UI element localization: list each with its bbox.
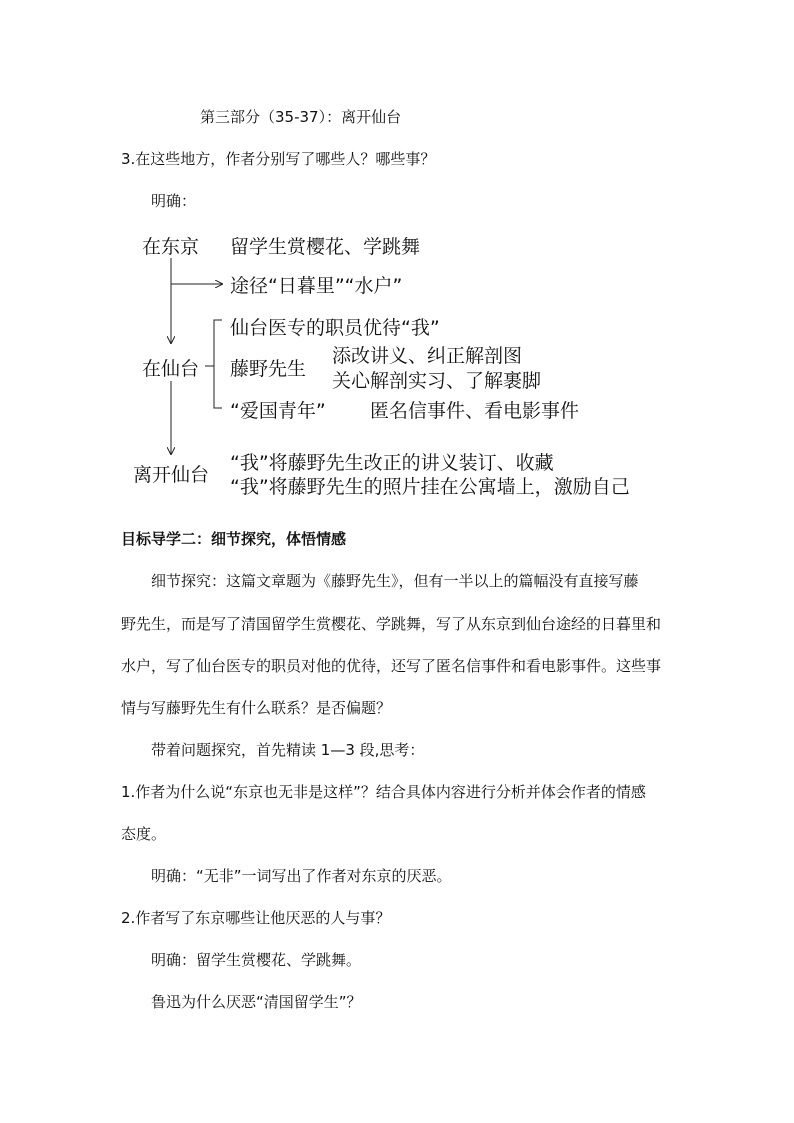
node-leaving: 离开仙台 [133,464,210,486]
question-1-line-1: 1.作者为什么说“东京也无非是这样”？结合具体内容进行分析并体会作者的情感 [121,783,646,801]
route-text: 途径“日暮里”“水户” [230,275,403,297]
section-heading: 第三部分（35-37）：离开仙台 [200,108,402,126]
sendai-staff: 仙台医专的职员优待“我” [230,317,440,339]
leaving-line-2: “我”将藤野先生的照片挂在公寓墙上，激励自己 [230,476,630,498]
sendai-bracket [214,320,222,408]
tokyo-event: 留学生赏樱花、学跳舞 [230,236,421,258]
fujino-line-1: 添改讲义、纠正解剖图 [332,345,523,367]
node-tokyo: 在东京 [142,236,200,258]
paragraph-line-4: 情与写藤野先生有什么联系？是否偏题？ [121,699,392,717]
paragraph-line-1: 细节探究：这篇文章题为《藤野先生》，但有一半以上的篇幅没有直接写藤 [151,572,639,590]
goal-2-heading: 目标导学二：细节探究，体悟情感 [121,530,347,548]
fujino-label: 藤野先生 [230,358,307,380]
paragraph-line-3: 水户，写了仙台医专的职员对他的优待，还写了匿名信事件和看电影事件。这些事 [121,657,662,675]
question-1-line-2: 态度。 [121,825,167,843]
node-sendai: 在仙台 [142,358,200,380]
answer-label: 明确： [151,192,197,210]
patriot-events: 匿名信事件、看电影事件 [370,400,580,422]
question-3: 3.在这些地方，作者分别写了哪些人？哪些事？ [121,150,436,168]
question-2: 2.作者写了东京哪些让他厌恶的人与事？ [121,909,391,927]
read-instruction: 带着问题探究，首先精读 1—3 段,思考： [151,741,425,759]
fujino-line-2: 关心解剖实习、了解裹脚 [332,370,542,392]
leaving-line-1: “我”将藤野先生改正的讲义装订、收藏 [230,452,554,474]
flow-diagram [0,0,794,520]
answer-1: 明确：“无非”一词写出了作者对东京的厌恶。 [151,867,452,885]
patriot-label: “爱国青年” [230,400,326,422]
answer-2: 明确：留学生赏樱花、学跳舞。 [151,951,362,969]
paragraph-line-2: 野先生，而是写了清国留学生赏樱花、学跳舞，写了从东京到仙台途经的日暮里和 [121,615,662,633]
question-3-lu-xun: 鲁迅为什么厌恶“清国留学生”？ [151,993,362,1011]
